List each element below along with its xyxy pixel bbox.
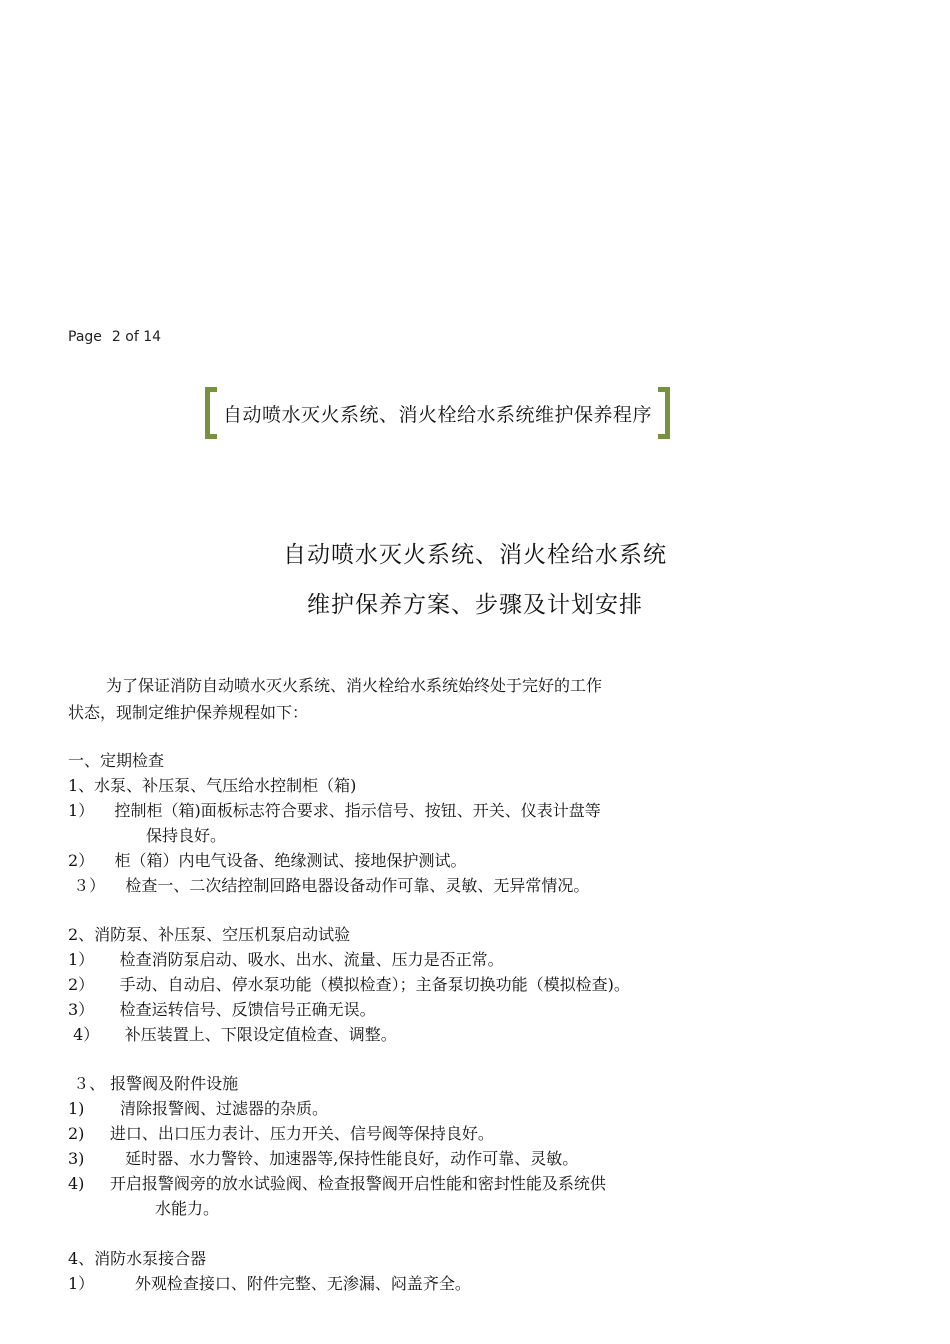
page-number	[68, 329, 161, 345]
header-title-text: 自动喷水灭火系统、消火栓给水系统维护保养程序	[223, 403, 653, 426]
page-value: 2 of 14	[111, 329, 162, 345]
sub2-item3: 3） 检查运转信号、反馈信号正确无误。	[68, 1000, 376, 1019]
sub4-item1: 1） 外观检查接口、附件完整、无渗漏、闷盖齐全。	[68, 1274, 471, 1293]
sub1-item1-cont: 保持良好。	[146, 826, 227, 845]
main-title-line2: 维护保养方案、步骤及计划安排	[307, 592, 643, 618]
main-title-line1: 自动喷水灭火系统、消火栓给水系统	[283, 542, 667, 568]
sub1-item3: ３） 检查一、二次结控制回路电器设备动作可靠、灵敏、无异常情况。	[68, 876, 590, 895]
sub2-item1: 1） 检查消防泵启动、吸水、出水、流量、压力是否正常。	[68, 950, 504, 969]
sub1-title: 1、水泵、补压泵、气压给水控制柜（箱)	[68, 776, 357, 795]
sub2-item4: 4） 补压装置上、下限设定值检查、调整。	[68, 1025, 397, 1044]
sub3-title: ３、 报警阀及附件设施	[68, 1074, 239, 1093]
sub3-item4-cont: 水能力。	[155, 1199, 220, 1218]
sub4-title: 4、消防水泵接合器	[68, 1249, 207, 1268]
sub3-item4: 4) 开启报警阀旁的放水试验阀、检查报警阀开启性能和密封性能及系统供	[68, 1174, 606, 1193]
sub1-item1: 1） 控制柜（箱)面板标志符合要求、指示信号、按钮、开关、仪表计盘等	[68, 801, 601, 820]
sub2-item2: 2） 手动、自动启、停水泵功能（模拟检查）；主备泵切换功能（模拟检查)。	[68, 975, 630, 994]
right-bracket-decoration	[658, 387, 670, 439]
section1-title: 一、定期检查	[68, 751, 165, 770]
sub3-item1: 1) 清除报警阀、过滤器的杂质。	[68, 1099, 329, 1118]
header-title	[205, 386, 670, 440]
sub1-item2: 2） 柜（箱）内电气设备、绝缘测试、接地保护测试。	[68, 851, 467, 870]
left-bracket-decoration	[205, 387, 217, 439]
page-label: Page	[68, 329, 102, 345]
sub2-title: 2、消防泵、补压泵、空压机泵启动试验	[68, 925, 351, 944]
intro-line1: 为了保证消防自动喷水灭火系统、消火栓给水系统始终处于完好的工作	[106, 676, 603, 695]
sub3-item2: 2) 进口、出口压力表计、压力开关、信号阀等保持良好。	[68, 1124, 494, 1143]
intro-line2: 状态，现制定维护保养规程如下：	[68, 703, 309, 722]
sub3-item3: 3) 延时器、水力警铃、加速器等,保持性能良好，动作可靠、灵敏。	[68, 1149, 579, 1168]
